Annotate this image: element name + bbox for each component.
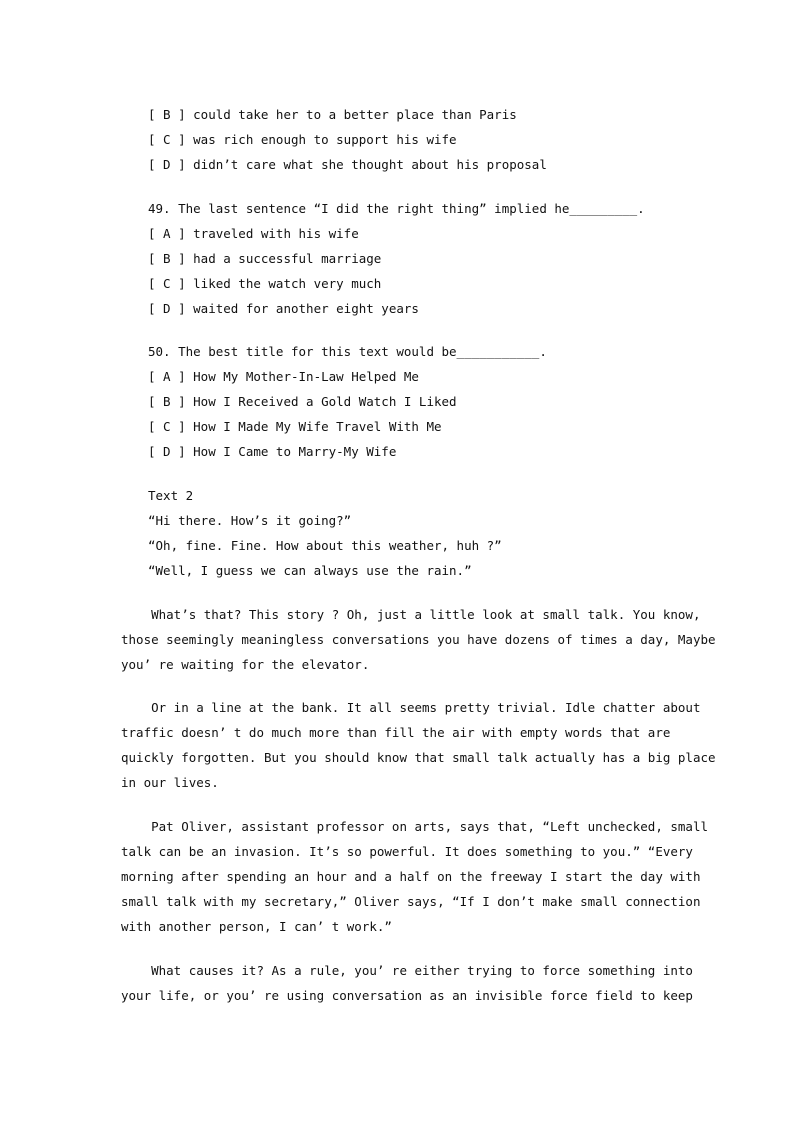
dialogue-line: “Oh, fine. Fine. How about this weather, huh ?” xyxy=(148,538,502,553)
paragraph-line: quickly forgotten. But you should know that small talk actually has a big place xyxy=(121,750,716,765)
paragraph-line: morning after spending an hour and a half on the freeway I start the day with xyxy=(121,869,701,884)
paragraph-line: What’s that? This story ? Oh, just a little look at small talk. You know, xyxy=(121,607,701,622)
paragraph-line: traffic doesn’ t do much more than fill the air with empty words that are xyxy=(121,725,671,740)
paragraph-line: your life, or you’ re using conversation as an invisible force field to keep xyxy=(121,988,693,1003)
q49-option-d: [ D ] waited for another eight years xyxy=(148,301,419,316)
paragraph-line: What causes it? As a rule, you’ re either trying to force something into xyxy=(121,963,693,978)
paragraph-line: you’ re waiting for the elevator. xyxy=(121,657,370,672)
dialogue-line: “Hi there. How’s it going?” xyxy=(148,513,352,528)
q49-option-a: [ A ] traveled with his wife xyxy=(148,226,359,241)
q50-option-b: [ B ] How I Received a Gold Watch I Liked xyxy=(148,394,457,409)
q50-stem: 50. The best title for this text would be___________. xyxy=(148,344,547,359)
q50-option-a: [ A ] How My Mother-In-Law Helped Me xyxy=(148,369,419,384)
q48-option-d: [ D ] didn’t care what she thought about his proposal xyxy=(148,157,547,172)
paragraph-line: talk can be an invasion. It’s so powerful. It does something to you.” “Every xyxy=(121,844,693,859)
dialogue-line: “Well, I guess we can always use the rain.” xyxy=(148,563,472,578)
paragraph-line: those seemingly meaningless conversations you have dozens of times a day, Maybe xyxy=(121,632,716,647)
q50-option-d: [ D ] How I Came to Marry-My Wife xyxy=(148,444,397,459)
q48-option-b: [ B ] could take her to a better place than Paris xyxy=(148,107,517,122)
q49-stem: 49. The last sentence “I did the right thing” implied he_________. xyxy=(148,201,645,216)
q49-option-c: [ C ] liked the watch very much xyxy=(148,276,382,291)
paragraph-line: Pat Oliver, assistant professor on arts, says that, “Left unchecked, small xyxy=(121,819,708,834)
paragraph-line: Or in a line at the bank. It all seems pretty trivial. Idle chatter about xyxy=(121,700,701,715)
paragraph-line: small talk with my secretary,” Oliver says, “If I don’t make small connection xyxy=(121,894,701,909)
paragraph-line: in our lives. xyxy=(121,775,219,790)
paragraph-line: with another person, I can’ t work.” xyxy=(121,919,392,934)
q50-option-c: [ C ] How I Made My Wife Travel With Me xyxy=(148,419,442,434)
text2-heading: Text 2 xyxy=(148,488,194,503)
q48-option-c: [ C ] was rich enough to support his wife xyxy=(148,132,457,147)
q49-option-b: [ B ] had a successful marriage xyxy=(148,251,382,266)
